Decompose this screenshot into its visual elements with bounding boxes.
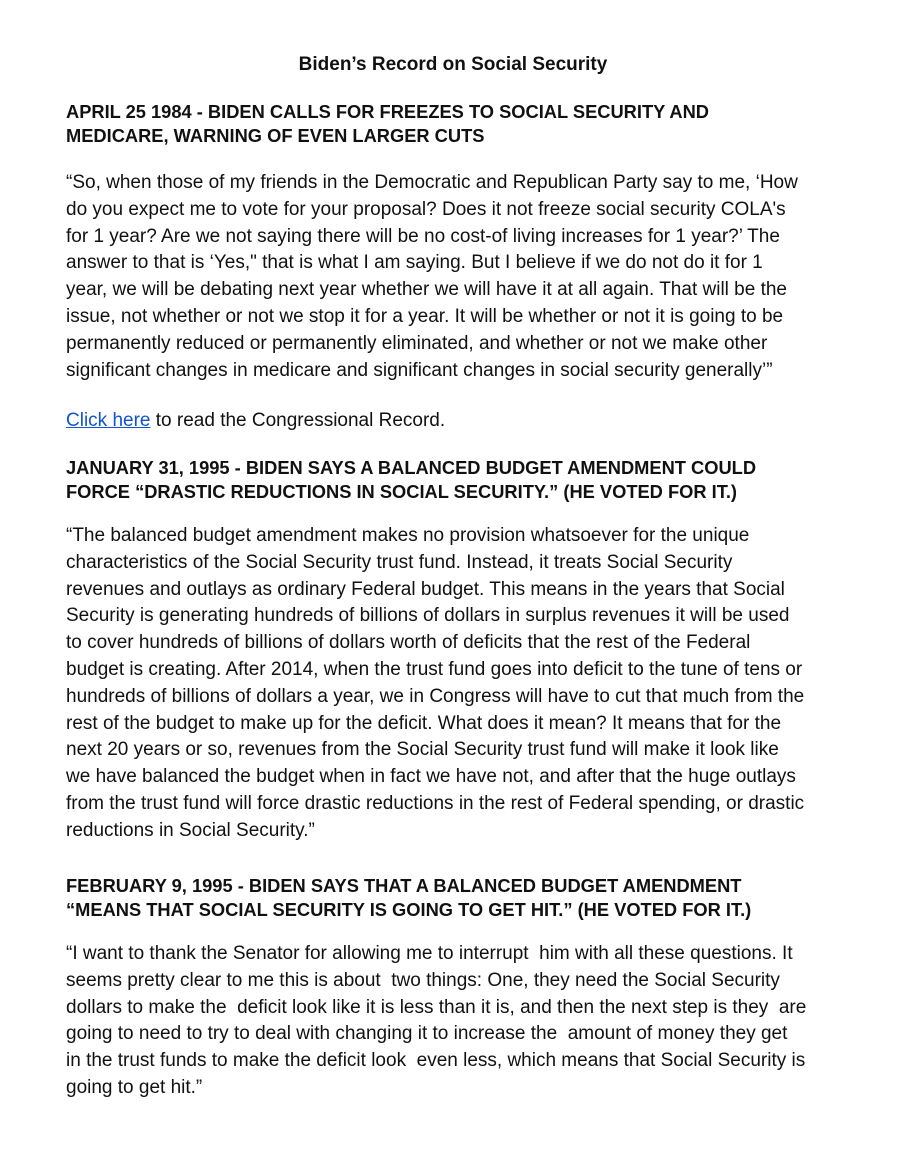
- quote-line: answer to that is ‘Yes," that is what I am saying. But I believe if we do not do it for 1: [66, 252, 763, 274]
- section-2-quote: [66, 523, 866, 845]
- section-1-heading: [66, 100, 866, 148]
- quote-line: going to need to try to deal with changing it to increase the amount of money they get: [66, 1023, 788, 1045]
- quote-line: going to get hit.”: [66, 1076, 203, 1098]
- quote-line: year, we will be debating next year whether we will have it at all again. That will be the: [66, 279, 787, 301]
- quote-line: we have balanced the budget when in fact we have not, and after that the huge outlays: [66, 766, 796, 788]
- section-2-heading: [66, 456, 866, 504]
- click-here-link[interactable]: Click here: [66, 410, 151, 431]
- quote-line: to cover hundreds of billions of dollars worth of deficits that the rest of the Federal: [66, 632, 751, 654]
- section-3-quote: [66, 941, 866, 1102]
- section-3-heading: [66, 874, 866, 922]
- quote-line: “So, when those of my friends in the Democratic and Republican Party say to me, ‘How: [66, 172, 798, 193]
- quote-line: rest of the budget to make up for the deficit. What does it mean? It means that for the: [66, 712, 782, 734]
- congressional-record-line: [66, 408, 866, 435]
- document-title: Biden’s Record on Social Security: [298, 54, 608, 75]
- quote-line: reductions in Social Security.”: [66, 819, 315, 841]
- heading-line: FEBRUARY 9, 1995 - BIDEN SAYS THAT A BALANCED BUDGET AMENDMENT: [66, 875, 742, 896]
- quote-line: hundreds of billions of dollars a year, we in Congress will have to cut that much from the: [66, 685, 805, 707]
- quote-line: budget is creating. After 2014, when the trust fund goes into deficit to the tune of tens or: [66, 658, 803, 680]
- quote-line: seems pretty clear to me this is about two things: One, they need the Social Security: [66, 969, 780, 991]
- quote-line: for 1 year? Are we not saying there will be no cost-of living increases for 1 year?’ The: [66, 225, 780, 247]
- heading-line: FORCE “DRASTIC REDUCTIONS IN SOCIAL SECURITY.” (HE VOTED FOR IT.): [66, 481, 738, 502]
- heading-line: APRIL 25 1984 - BIDEN CALLS FOR FREEZES TO SOCIAL SECURITY AND: [66, 101, 710, 122]
- quote-line: do you expect me to vote for your proposal? Does it not freeze social security COLA's: [66, 198, 786, 220]
- quote-line: significant changes in medicare and significant changes in social security generally’”: [66, 359, 773, 381]
- quote-line: characteristics of the Social Security trust fund. Instead, it treats Social Security: [66, 551, 733, 573]
- heading-line: “MEANS THAT SOCIAL SECURITY IS GOING TO GET HIT.” (HE VOTED FOR IT.): [66, 899, 752, 920]
- quote-line: Security is generating hundreds of billions of dollars in surplus revenues it will be used: [66, 605, 790, 627]
- quote-line: revenues and outlays as ordinary Federal budget. This means in the years that Social: [66, 578, 785, 600]
- quote-line: “The balanced budget amendment makes no provision whatsoever for the unique: [66, 525, 750, 546]
- heading-line: JANUARY 31, 1995 - BIDEN SAYS A BALANCED BUDGET AMENDMENT COULD: [66, 457, 757, 478]
- quote-line: “I want to thank the Senator for allowing me to interrupt him with all these questions. It: [66, 943, 793, 964]
- quote-line: in the trust funds to make the deficit look even less, which means that Social Security is: [66, 1050, 806, 1072]
- quote-line: next 20 years or so, revenues from the Social Security trust fund will make it look like: [66, 739, 779, 761]
- quote-line: permanently reduced or permanently eliminated, and whether or not we make other: [66, 332, 768, 354]
- link-suffix: to read the Congressional Record.: [150, 410, 446, 431]
- heading-line: MEDICARE, WARNING OF EVEN LARGER CUTS: [66, 125, 485, 146]
- quote-line: dollars to make the deficit look like it is less than it is, and then the next step is they are: [66, 996, 807, 1018]
- section-1-quote: [66, 170, 866, 384]
- quote-line: issue, not whether or not we stop it for a year. It will be whether or not it is going to be: [66, 305, 784, 327]
- quote-line: from the trust fund will force drastic reductions in the rest of Federal spending, or drastic: [66, 792, 805, 814]
